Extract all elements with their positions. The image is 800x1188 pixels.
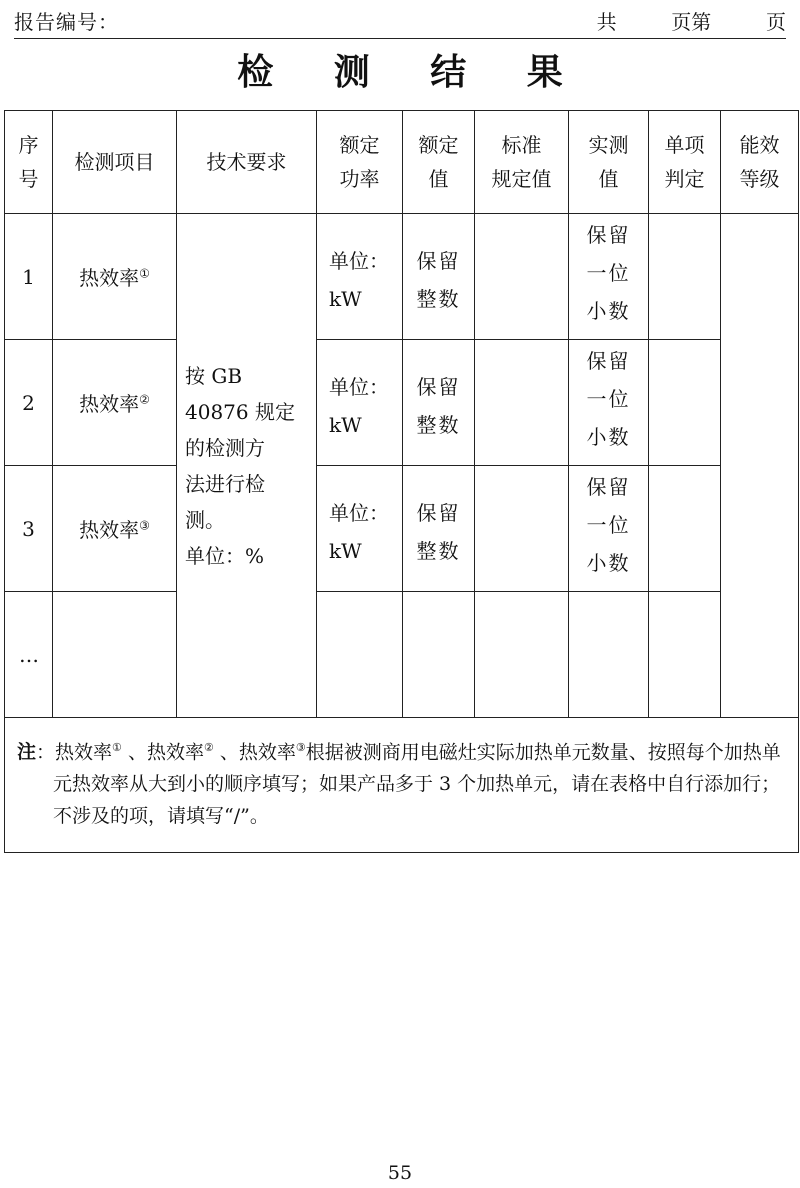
row-standard-value — [475, 214, 569, 340]
col-header-index: 序 号 — [5, 111, 53, 214]
col-header-efficiency-grade: 能效 等级 — [721, 111, 799, 214]
empty-cell — [649, 592, 721, 718]
row-measured-value: 保留 一位 小数 — [569, 340, 649, 466]
header-rule — [14, 38, 786, 39]
page-label: 页第 — [671, 10, 712, 34]
col-header-rated-power: 额定 功率 — [317, 111, 403, 214]
row-item: 热效率① — [53, 214, 177, 340]
col-header-standard-value: 标准 规定值 — [475, 111, 569, 214]
row-rated-value: 保留 整数 — [403, 340, 475, 466]
ellipsis-cell: … — [5, 592, 53, 718]
efficiency-grade-cell — [721, 214, 799, 718]
empty-cell — [403, 592, 475, 718]
report-number-label: 报告编号： — [14, 10, 119, 34]
table-row — [5, 340, 799, 466]
page-suffix: 页 — [766, 10, 786, 34]
col-header-judgement: 单项 判定 — [649, 111, 721, 214]
col-header-requirement: 技术要求 — [177, 111, 317, 214]
row-standard-value — [475, 466, 569, 592]
row-index: 3 — [5, 466, 53, 592]
table-row — [5, 214, 799, 340]
table-row — [5, 592, 799, 718]
col-header-measured-value: 实测 值 — [569, 111, 649, 214]
row-standard-value — [475, 340, 569, 466]
row-rated-power: 单位： kW — [317, 340, 403, 466]
row-index: 1 — [5, 214, 53, 340]
total-label: 共 — [596, 10, 617, 34]
page-count — [597, 6, 786, 35]
empty-cell — [569, 592, 649, 718]
col-header-rated-value: 额定 值 — [403, 111, 475, 214]
row-judgement — [649, 214, 721, 340]
results-table — [4, 110, 799, 853]
page-title: 检 测 结 果 — [237, 51, 587, 93]
table-header-row — [5, 111, 799, 214]
row-rated-value: 保留 整数 — [403, 466, 475, 592]
row-index: 2 — [5, 340, 53, 466]
note-label: 注 — [17, 741, 37, 764]
row-measured-value: 保留 一位 小数 — [569, 214, 649, 340]
row-rated-value: 保留 整数 — [403, 214, 475, 340]
note-cell: 注：热效率① 、热效率② 、热效率③根据被测商用电磁灶实际加热单元数量、按照每个加热单元热效率从大到小的顺序填写；如果产品多于 3 个加热单元，请在表格中自行添加行；不涉及的项，请填写“/”。 — [5, 718, 799, 853]
col-header-item: 检测项目 — [53, 111, 177, 214]
row-judgement — [649, 466, 721, 592]
table-row — [5, 466, 799, 592]
row-judgement — [649, 340, 721, 466]
row-measured-value: 保留 一位 小数 — [569, 466, 649, 592]
row-rated-power: 单位： kW — [317, 466, 403, 592]
row-item: 热效率③ — [53, 466, 177, 592]
note-row — [5, 718, 799, 853]
empty-cell — [53, 592, 177, 718]
page-number: 55 — [387, 1162, 413, 1184]
empty-cell — [475, 592, 569, 718]
row-item: 热效率② — [53, 340, 177, 466]
row-rated-power: 单位： kW — [317, 214, 403, 340]
empty-cell — [317, 592, 403, 718]
requirement-cell: 按 GB 40876 规定 的检测方 法进行检 测。 单位：% — [177, 214, 317, 718]
